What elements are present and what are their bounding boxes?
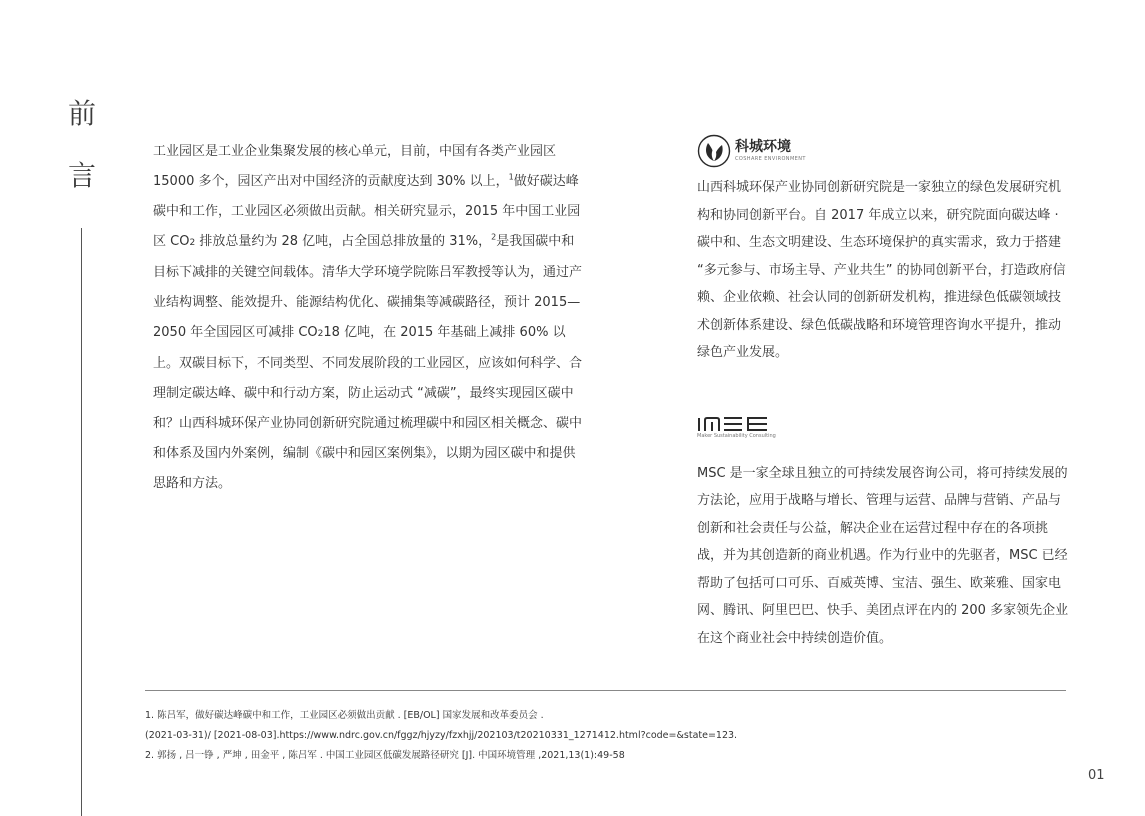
subscript-2: 2: [189, 238, 196, 248]
footnote-divider: [145, 690, 1066, 691]
msc-logo: [697, 416, 1069, 452]
intro-text-d: 是我国碳中和目标下减排的关键空间载体。清华大学环境学院陈吕军教授等认为，通过产业结构调整、能效提升、能源结构优化、碳捕集等减碳路径，预计 2015—2050 年全国园区可减排 CO: [153, 234, 583, 340]
intro-text-e: 18 亿吨，在 2015 年基础上减排 60% 以上。双碳目标下，不同类型、不同发展阶段的工业园区，应该如何科学、合理制定碳达峰、碳中和行动方案，防止运动式 “减碳”，最终实现园区碳中和？山西科城环保产业协同创新研究院通过梳理碳中和园区相关概念、碳中和体系及国内外案例，编制《碳中和园区案例集》，以期为园区碳中和提供思路和方法。: [153, 325, 583, 491]
organizations-column: [697, 132, 1069, 652]
leaf-logo-icon: [697, 134, 731, 168]
coshare-logo-name: 科城环境: [735, 139, 791, 155]
section-title-char-2: 言: [67, 159, 96, 192]
intro-text-a: 工业园区是工业企业集聚发展的核心单元，目前，中国有各类产业园区 15000 多个，园区产出对中国经济的贡献度达到 30% 以上，: [153, 144, 557, 189]
intro-paragraph: [153, 137, 583, 499]
footnote-1-line-2[interactable]: (2021-03-31)/ [2021-08-03].https://www.ndrc.gov.cn/fggz/hjyzy/fzxhjj/202103/t20210331_1271412.html?code=&state=123.: [145, 730, 738, 741]
intro-text-c: 排放总量约为 28 亿吨，占全国总排放量的 31%，: [195, 234, 492, 249]
footnote-1-line-1: 1. 陈吕军，做好碳达峰碳中和工作，工业园区必须做出贡献 . [EB/OL] 国家发展和改革委员会 .: [145, 710, 544, 721]
coshare-logo: [697, 132, 1069, 170]
page-number: 01: [1088, 768, 1105, 783]
msc-description: MSC 是一家全球且独立的可持续发展咨询公司，将可持续发展的方法论，应用于战略与增长、管理与运营、品牌与营销、产品与创新和社会责任与公益，解决企业在运营过程中存在的各项挑战，并为其创造新的商业机遇。作为行业中的先驱者，MSC 已经帮助了包括可口可乐、百威英博、宝洁、强生、欧莱雅、国家电网、腾讯、阿里巴巴、快手、美团点评在内的 200 多家领先企业在这个商业社会中持续创造价值。: [697, 465, 1069, 646]
intro-text-b: 做好碳达峰碳中和工作，工业园区必须做出贡献。相关研究显示，2015 年中国工业园区 CO: [153, 174, 581, 249]
footnotes: [145, 706, 1075, 766]
subscript-2b: 2: [317, 329, 324, 339]
footnote-ref-2[interactable]: 2: [491, 232, 497, 242]
coshare-logo-sub: COSHARE ENVIRONMENT: [735, 156, 806, 162]
coshare-description: 山西科城环保产业协同创新研究院是一家独立的绿色发展研究机构和协同创新平台。自 2017 年成立以来，研究院面向碳达峰 · 碳中和、生态文明建设、生态环境保护的真实需求，致力于搭建 “多元参与、市场主导、产业共生” 的协同创新平台，打造政府信赖、企业依赖、社会认同的创新研发机构，推进绿色低碳领域技术创新体系建设、绿色低碳战略和环境管理咨询水平提升，推动绿色产业发展。: [697, 180, 1066, 360]
footnote-2: 2. 郭扬 , 吕一铮 , 严坤 , 田金平 , 陈吕军 . 中国工业园区低碳发展路径研究 [J]. 中国环境管理 ,2021,13(1):49-58: [145, 750, 625, 761]
msc-logo-icon: [697, 416, 783, 432]
footnote-ref-1[interactable]: 1: [508, 172, 514, 182]
section-title-char-1: 前: [67, 97, 96, 130]
msc-logo-sub: Maker Sustainability Consulting: [697, 432, 776, 439]
vertical-divider: [81, 228, 82, 816]
